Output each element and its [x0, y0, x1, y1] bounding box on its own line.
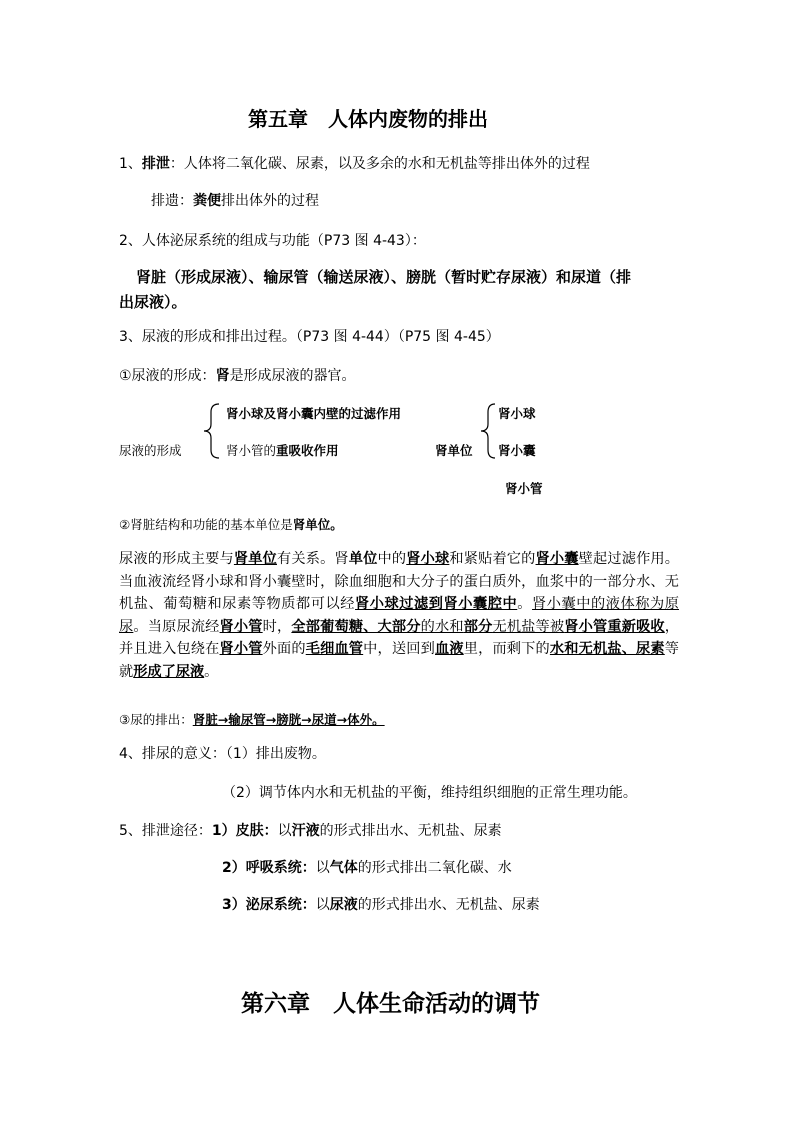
section-5-prefix: 5、排泄途径： [119, 823, 212, 839]
diagram-branch-reabsorption [226, 442, 339, 460]
route-seg: 的形式排出水、无机盐、尿素 [319, 823, 502, 839]
urine-formation-line [119, 367, 356, 385]
para-emphasis: 形成了尿液 [133, 663, 205, 680]
para-emphasis: 肾小球过滤到肾小囊腔中 [355, 596, 518, 612]
section-5-line-1 [119, 822, 502, 840]
route-seg: 以 [315, 860, 330, 876]
para-seg: 。 [517, 596, 533, 612]
para-emphasis: 全部葡萄糖、大部分 [291, 618, 421, 635]
reabsorption-prefix: 肾小管的 [226, 443, 277, 458]
route-seg: 的形式排出水、无机盐、尿素 [357, 897, 540, 913]
para-underline: 无机盐等被 [492, 618, 565, 635]
para-emphasis: 部分 [463, 618, 493, 635]
para-seg: 有关系。肾 [276, 551, 349, 567]
right-brace-icon [479, 402, 497, 460]
reabsorption-term: 重吸收作用 [276, 443, 339, 458]
route-seg: 以 [315, 897, 330, 913]
section-1-definition: ：人体将二氧化碳、尿素，以及多余的水和无机盐等排出体外的过程 [169, 156, 590, 172]
para-seg: 尿液的形成主要与 [119, 551, 234, 567]
para-emphasis: 单位 [348, 551, 378, 567]
para-underline: 的水和 [420, 618, 464, 635]
route-seg: 以 [277, 823, 292, 839]
sub-label: 排遗： [151, 193, 193, 209]
para-seg: 。当原尿流经 [133, 618, 220, 635]
nephron-part-capsule: 肾小囊 [498, 443, 536, 458]
section-4-line-1: 4、排尿的意义：（1）排出废物。 [119, 746, 326, 762]
nephron-basic-unit-term: 肾单位。 [292, 517, 343, 532]
urine-formation-rest: 是形成尿液的器官。 [229, 368, 356, 384]
para-emphasis: 肾单位 [233, 551, 277, 567]
chapter-6-title: 第六章 人体生命活动的调节 [241, 990, 540, 1017]
urine-formation-paragraph [119, 548, 679, 683]
chapter-5-title: 第五章 人体内废物的排出 [248, 107, 488, 131]
section-4-line-2: （2）调节体内水和无机盐的平衡，维持组织细胞的正常生理功能。 [222, 785, 637, 801]
route-key: 汗液 [291, 823, 320, 839]
para-underline: 肾小囊中的液体称为原尿 [119, 596, 679, 635]
para-emphasis: 肾小球 [406, 551, 450, 567]
para-emphasis: 毛细血管 [305, 641, 364, 657]
section-1-number: 1、 [119, 156, 142, 172]
section-2-line-2: 出尿液）。 [119, 293, 187, 311]
para-emphasis: 肾小囊 [535, 551, 579, 567]
para-seg: 等就 [119, 641, 679, 680]
diagram-label: 尿液的形成 [119, 443, 182, 458]
section-1-line [119, 155, 590, 173]
nephron-label: 肾单位 [435, 443, 473, 458]
section-5-line-3 [222, 896, 540, 914]
para-seg: 里，而剩下的 [463, 641, 550, 657]
urine-excretion-prefix: ③尿的排出： [119, 712, 193, 727]
section-5-line-2 [222, 859, 512, 877]
para-seg: 中的 [377, 551, 407, 567]
sub-rest: 排出体外的过程 [221, 193, 319, 209]
section-3-heading: 3、尿液的形成和排出过程。（P73 图 4-44）（P75 图 4-45） [119, 329, 500, 345]
para-emphasis: 肾小管 [219, 618, 263, 635]
nephron-part-glomerulus: 肾小球 [498, 406, 536, 421]
para-emphasis: 肾小管重新吸收 [564, 618, 665, 635]
nephron-part-tubule: 肾小管 [505, 481, 543, 496]
para-emphasis: 水和无机盐、尿素 [549, 641, 665, 657]
route-key: 尿液 [329, 897, 358, 913]
kidney-term: 肾 [215, 368, 230, 384]
section-2-line-1: 肾脏（形成尿液）、输尿管（输送尿液）、膀胱（暂时贮存尿液）和尿道（排 [136, 268, 632, 286]
urine-formation-prefix: ①尿液的形成： [119, 368, 216, 384]
nephron-basic-unit-line [119, 516, 343, 534]
urine-excretion-line [119, 711, 385, 729]
route-respiratory: 2）呼吸系统： [222, 860, 316, 876]
left-brace-icon [201, 402, 221, 460]
para-seg: 和紧贴着它的 [449, 551, 536, 567]
para-seg: 壁起过滤作用。当血液流经肾小球和肾小囊壁时，除血细胞和大分子的蛋白质外，血浆中的一部分水、无机盐、葡萄糖和尿素等物质都可以经 [119, 551, 679, 612]
para-emphasis: 血液 [434, 641, 464, 657]
section-1-sub-line [151, 192, 319, 210]
route-urinary: 3）泌尿系统： [222, 897, 316, 913]
para-seg: ，并且进入包绕在 [119, 618, 679, 657]
route-seg: 的形式排出二氧化碳、水 [357, 860, 512, 876]
urine-excretion-path: 肾脏→输尿管→膀胱→尿道→体外。 [192, 712, 385, 727]
nephron-basic-unit-prefix: ②肾脏结构和功能的基本单位是 [119, 517, 293, 532]
para-emphasis: 肾小管 [219, 641, 263, 657]
route-key: 气体 [329, 860, 358, 876]
para-seg: 中，送回到 [363, 641, 435, 657]
para-seg: 外面的 [262, 641, 306, 657]
section-2-heading: 2、人体泌尿系统的组成与功能（P73 图 4-43）： [119, 233, 426, 249]
route-skin: 1）皮肤： [211, 823, 278, 839]
section-1-term: 排泄 [141, 156, 170, 172]
diagram-branch-filtration: 肾小球及肾小囊内壁的过滤作用 [226, 406, 402, 421]
para-seg: 。 [204, 663, 219, 680]
para-seg: 时， [262, 618, 292, 635]
sub-term: 粪便 [193, 193, 221, 209]
